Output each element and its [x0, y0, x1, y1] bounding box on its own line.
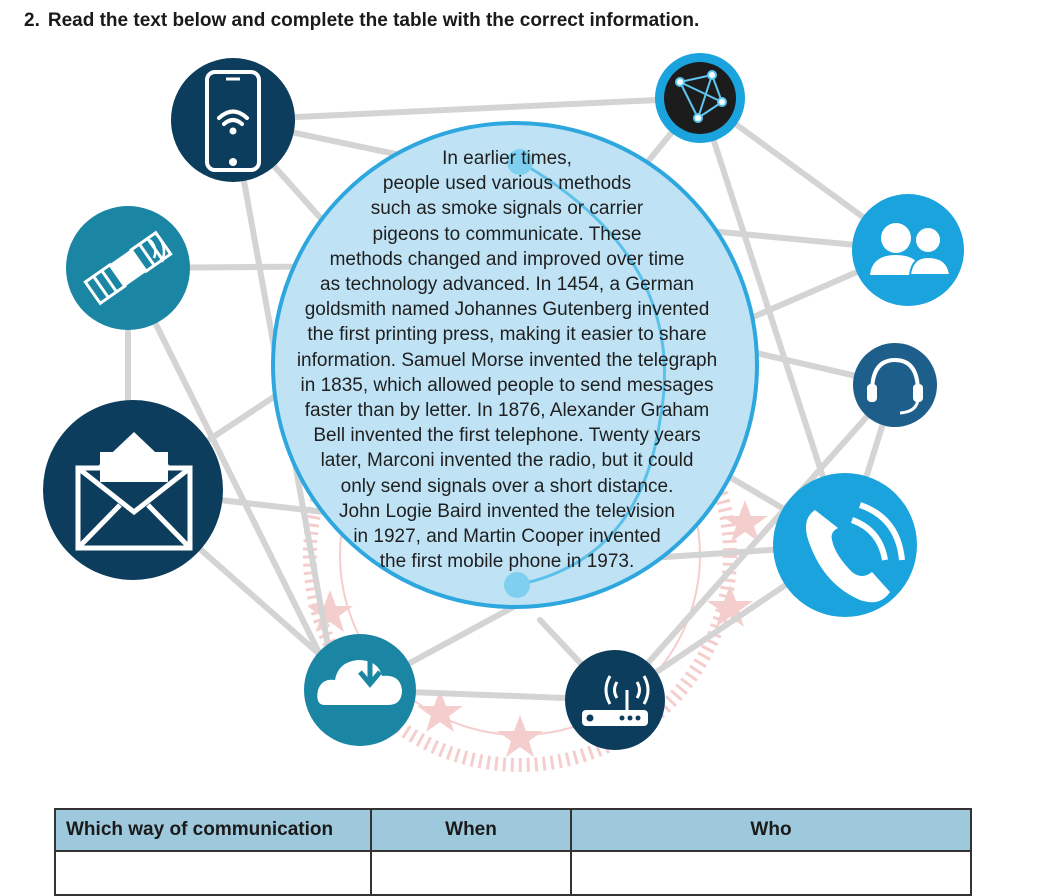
passage-line: goldsmith named Johannes Gutenberg invented	[304, 299, 710, 321]
instruction-text: Read the text below and complete the table with the correct information.	[47, 10, 700, 31]
table-header-row	[55, 809, 971, 851]
users-icon	[852, 194, 964, 306]
reading-passage	[262, 146, 752, 586]
envelope-icon	[43, 400, 223, 580]
answer-cell-who[interactable]	[571, 851, 971, 895]
passage-line: faster than by letter. In 1876, Alexander Graham	[304, 400, 710, 422]
answer-cell-when[interactable]	[371, 851, 571, 895]
table-row	[55, 851, 971, 895]
header-communication-way: Which way of communication	[55, 809, 371, 851]
wifi-router-icon	[565, 650, 665, 750]
passage-line: in 1835, which allowed people to send messages	[300, 374, 714, 396]
passage-line: In earlier times,	[442, 148, 572, 169]
passage-line: the first printing press, making it easier to share	[307, 324, 707, 346]
passage-line: information. Samuel Morse invented the telegraph	[296, 349, 718, 371]
passage-line: the first mobile phone in 1973.	[379, 551, 635, 573]
passage-line: such as smoke signals or carrier	[370, 198, 644, 220]
passage-line: pigeons to communicate. These	[372, 223, 642, 245]
passage-line: as technology advanced. In 1454, a German	[320, 274, 694, 296]
passage-line: John Logie Baird invented the television	[339, 500, 675, 522]
answer-cell-way[interactable]	[55, 851, 371, 895]
question-number: 2.	[24, 10, 40, 31]
answer-table	[54, 808, 972, 896]
headset-icon	[853, 343, 937, 427]
passage-line: later, Marconi invented the radio, but it could	[320, 450, 694, 472]
passage-line: only send signals over a short distance.	[340, 475, 674, 497]
network-globe-icon	[655, 53, 745, 143]
cloud-download-icon	[304, 634, 416, 746]
passage-line: in 1927, and Martin Cooper invented	[353, 526, 661, 548]
header-when: When	[371, 809, 571, 851]
satellite-icon	[66, 206, 190, 330]
telephone-icon	[773, 473, 917, 617]
passage-line: people used various methods	[382, 173, 632, 195]
passage-line: Bell invented the first telephone. Twenty years	[313, 425, 701, 447]
header-who: Who	[571, 809, 971, 851]
passage-line: methods changed and improved over time	[329, 248, 685, 270]
